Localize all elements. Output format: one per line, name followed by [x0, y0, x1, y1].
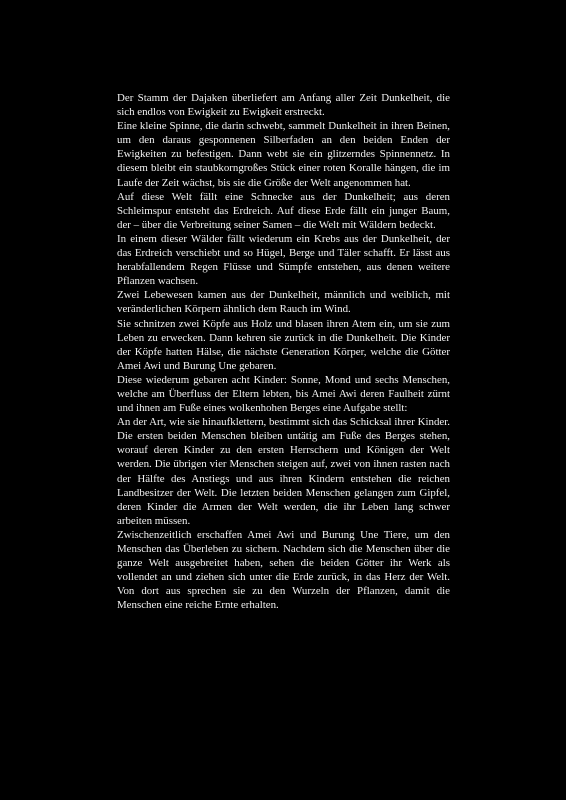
paragraph-6: Sie schnitzen zwei Köpfe aus Holz und blasen ihren Atem ein, um sie zum Leben zu erwecken. Dann kehren sie zurück in die Dunkelheit. Die Kinder der Köpfe hatten Hälse, die nächste Generation Körper, welche die Götter Amei Awi und Burung Une gebaren. — [117, 317, 450, 372]
paragraph-8: An der Art, wie sie hinaufklettern, bestimmt sich das Schicksal ihrer Kinder. Die ersten beiden Menschen bleiben untätig am Fuße des Berges stehen, worauf deren Kinder zu den ersten Herrschern und Königen der Welt werden. Die übrigen vier Menschen steigen auf, zwei von ihnen rasten nach der Hälfte des Anstiegs und aus ihren Kindern entstehen die reichen Landbesitzer der Welt. Die letzten beiden Menschen gelangen zum Gipfel, deren Kinder die Armen der Welt werden, die ihr Leben lang schwer arbeiten müssen. — [117, 416, 450, 527]
paragraph-2: Eine kleine Spinne, die darin schwebt, sammelt Dunkelheit in ihren Beinen, um den daraus gesponnenen Silberfaden an den beiden Enden der Ewigkeiten zu befestigen. Dann webt sie ein glitzerndes Spinnennetz. In diesem bleibt ein staubkorngroßes Stück einer roten Koralle hängen, die im Laufe der Zeit wächst, bis sie die Größe der Welt angenommen hat. — [117, 120, 450, 189]
paragraph-5: Zwei Lebewesen kamen aus der Dunkelheit, männlich und weiblich, mit veränderlichen Körpern ähnlich dem Rauch im Wind. — [117, 289, 450, 316]
paragraph-4: In einem dieser Wälder fällt wiederum ein Krebs aus der Dunkelheit, der das Erdreich verschiebt und so Hügel, Berge und Täler schafft. Er lässt aus herabfallendem Regen Flüsse und Sümpfe entstehen, aus denen weitere Pflanzen wachsen. — [117, 232, 450, 288]
story-text — [117, 91, 450, 612]
paragraph-9: Zwischenzeitlich erschaffen Amei Awi und Burung Une Tiere, um den Menschen das Überleben zu sichern. Nachdem sich die Menschen über die ganze Welt ausgebreitet haben, sehen die beiden Götter ihr Werk als vollendet an und ziehen sich unter die Erde zurück, in das Herz der Welt. Von dort aus sprechen sie zu den Wurzeln der Pflanzen, damit die Menschen eine reiche Ernte erhalten. — [117, 528, 450, 612]
paragraph-3: Auf diese Welt fällt eine Schnecke aus der Dunkelheit; aus deren Schleimspur entsteht das Erdreich. Auf diese Erde fällt ein junger Baum, der – über die Verbreitung seiner Samen – die Welt mit Wäldern bedeckt. — [117, 190, 450, 231]
paragraph-1: Der Stamm der Dajaken überliefert am Anfang aller Zeit Dunkelheit, die sich endlos von Ewigkeit zu Ewigkeit erstreckt. — [117, 92, 450, 119]
paragraph-7: Diese wiederum gebaren acht Kinder: Sonne, Mond und sechs Menschen, welche am Überfluss der Eltern lebten, bis Amei Awi deren Faulheit zürnt und ihnen am Fuße eines wolkenhohen Berges eine Aufgabe stellt: — [117, 373, 450, 415]
